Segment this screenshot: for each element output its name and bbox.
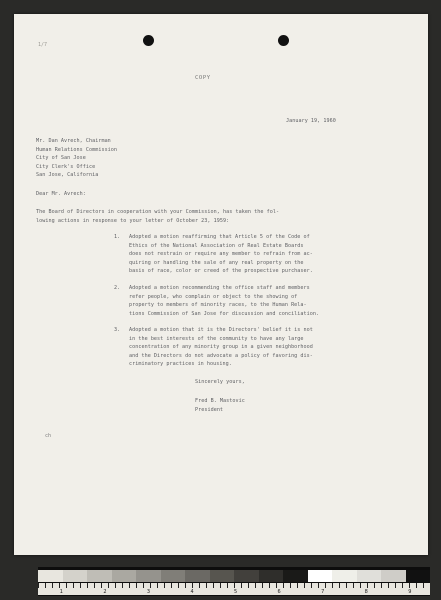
color-patch [185, 570, 210, 582]
action-line: Ethics of the National Association of Real Estate Boards [129, 242, 304, 249]
action-line: criminatory practices in housing. [129, 361, 232, 367]
recipient-line: San Jose, California [36, 172, 99, 178]
color-patch [332, 570, 357, 582]
scale-number: 6 [277, 589, 281, 595]
scale-number: 7 [321, 589, 325, 595]
recipient-line: City Clerk's Office [36, 163, 96, 170]
color-patch [161, 570, 186, 582]
color-patch [63, 570, 88, 582]
color-patch [406, 570, 431, 582]
corner-mark: 1/7 [38, 42, 48, 48]
signature-title: President [195, 406, 224, 413]
color-patch [381, 570, 406, 582]
scale-number: 8 [364, 589, 368, 595]
action-line: refer people, who complain or object to the showing of [129, 293, 298, 300]
color-calibration-target [38, 567, 430, 596]
salutation: Dear Mr. Avrech: [36, 191, 86, 197]
action-number: 3. [114, 327, 121, 333]
measurement-scale [38, 583, 430, 595]
action-line: does not restrain or require any member to refrain from ac- [129, 251, 313, 257]
scale-number: 3 [146, 589, 151, 595]
intro-line: The Board of Directors in cooperation with your Commission, has taken the fol- [36, 209, 280, 215]
typist-initials: ch [45, 433, 52, 439]
color-patch [259, 570, 284, 582]
scale-number: 5 [234, 589, 238, 595]
action-line: quiring or handling the sale of any real property on the [129, 259, 304, 266]
copy-heading: COPY [195, 75, 211, 81]
color-patch [38, 570, 63, 582]
recipient-line: City of San Jose [36, 155, 86, 161]
letter-page [14, 14, 428, 555]
recipient-line: Mr. Dan Avrech, Chairman [36, 138, 111, 144]
color-patch [210, 570, 235, 582]
punch-hole-right [278, 35, 289, 46]
color-patch [87, 570, 112, 582]
punch-hole-left [143, 35, 154, 46]
action-line: and the Directors do not advocate a policy of favoring dis- [129, 352, 313, 359]
action-line: concentration of any minority group in a given neighborhood [129, 344, 313, 350]
action-line: basis of race, color or creed of the prospective purchaser. [129, 268, 313, 274]
color-patch [136, 570, 161, 582]
scale-number: 2 [103, 589, 107, 595]
action-line: in the best interests of the community to have any large [129, 335, 304, 342]
scale-number: 4 [190, 589, 194, 595]
action-line: Adopted a motion that it is the Directors' belief it is not [129, 327, 313, 333]
signature-name: Fred B. Mastovic [195, 398, 245, 404]
scale-number: 9 [408, 589, 412, 595]
action-line: property to members of minority races, to the Human Rela- [129, 302, 307, 308]
action-line: Adopted a motion reaffirming that Article 5 of the Code of [129, 234, 310, 240]
action-number: 1. [114, 234, 121, 240]
action-number: 2. [114, 285, 121, 291]
color-patch [283, 570, 308, 582]
scale-number: 1 [59, 589, 63, 595]
action-line: tions Commission of San Jose for discussion and conciliation. [129, 310, 320, 317]
color-patch-row [38, 570, 430, 582]
color-patch [234, 570, 259, 582]
recipient-line: Human Relations Commission [36, 146, 118, 153]
intro-line: lowing actions in response to your letter of October 23, 1959: [36, 217, 230, 224]
color-patch [112, 570, 137, 582]
closing: Sincerely yours, [195, 379, 245, 385]
color-patch [357, 570, 382, 582]
letter-date: January 19, 1960 [286, 118, 336, 124]
color-patch [308, 570, 333, 582]
action-line: Adopted a motion recommending the office staff and members [129, 285, 310, 291]
